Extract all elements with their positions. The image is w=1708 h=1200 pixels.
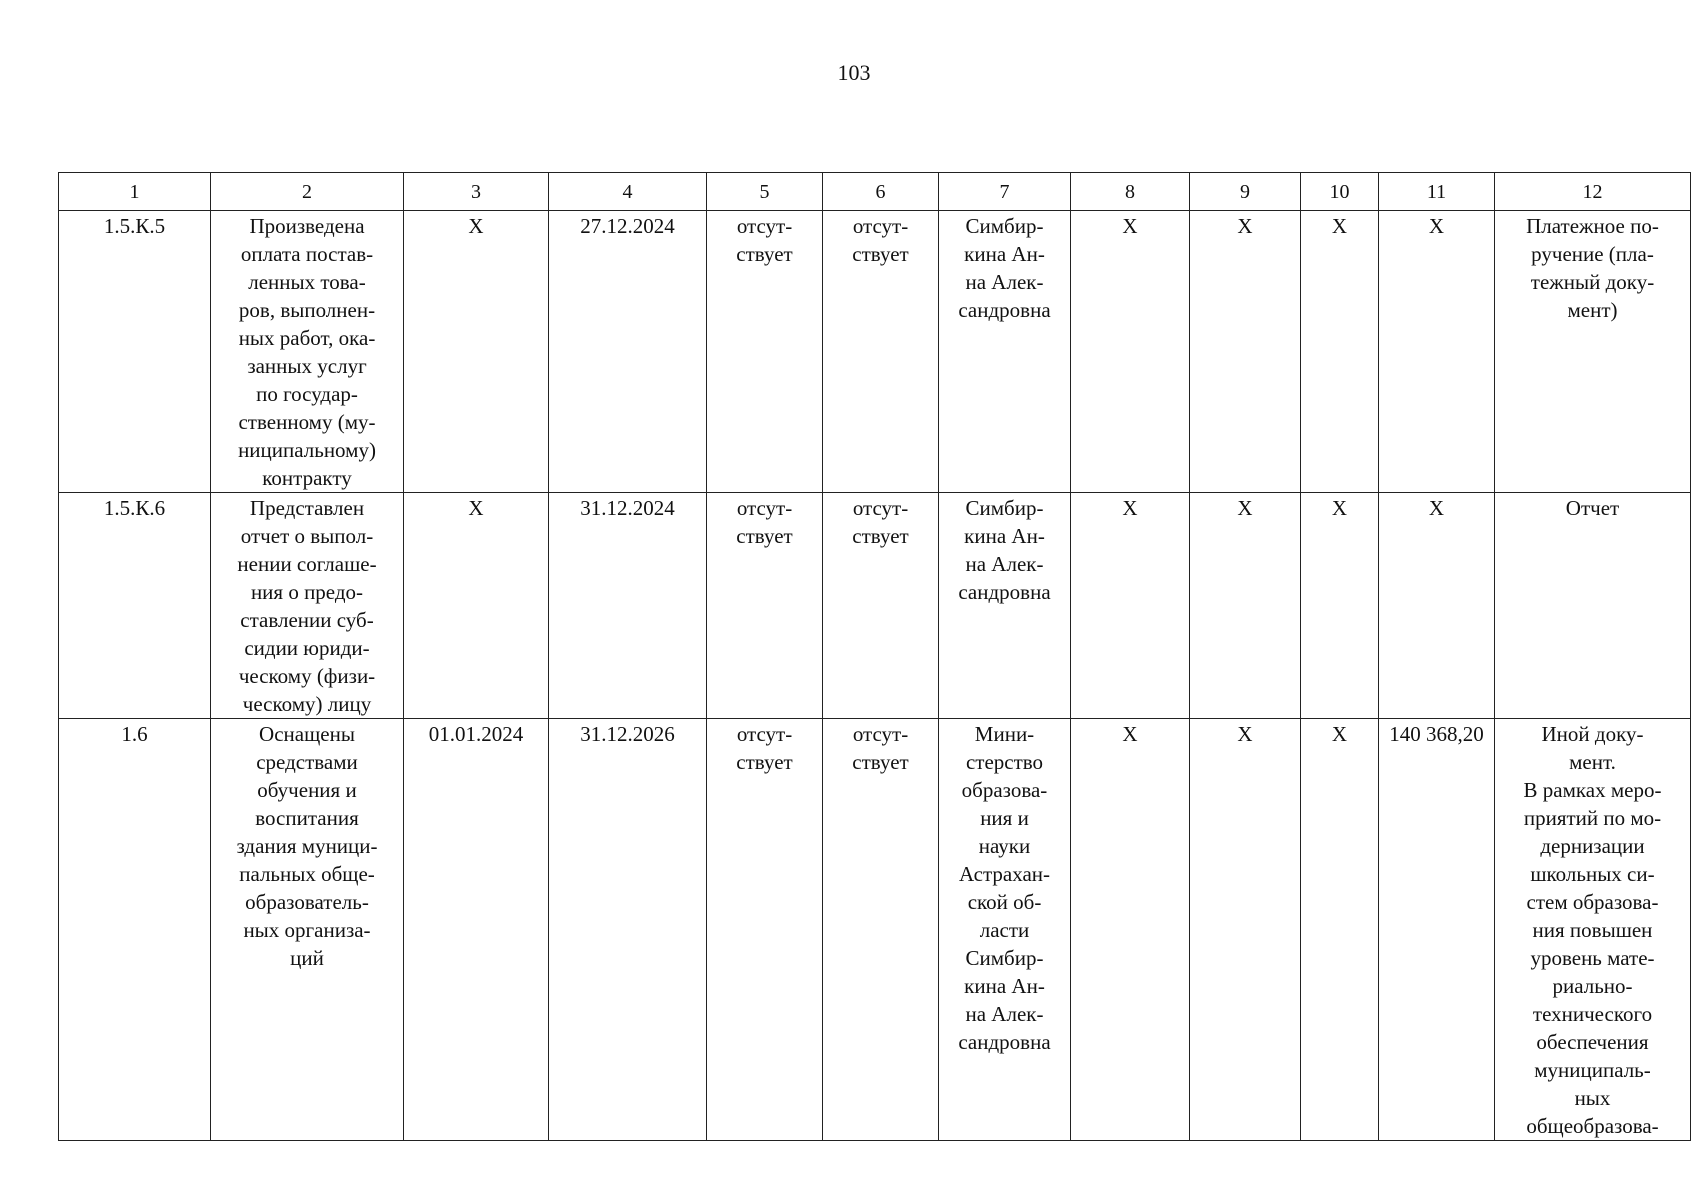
column-header: 4 <box>549 173 707 211</box>
table-cell: X <box>1379 211 1495 493</box>
column-header: 12 <box>1495 173 1691 211</box>
column-header: 7 <box>939 173 1071 211</box>
table-cell: отсут- ствует <box>707 211 823 493</box>
date-cell: 31.12.2026 <box>549 719 707 1141</box>
document-table <box>58 172 1691 1141</box>
column-header: 3 <box>404 173 549 211</box>
date-cell: 01.01.2024 <box>404 719 549 1141</box>
column-header: 8 <box>1071 173 1190 211</box>
column-header: 6 <box>823 173 939 211</box>
column-header: 9 <box>1190 173 1301 211</box>
table-cell: X <box>1301 493 1379 719</box>
date-cell: 27.12.2024 <box>549 211 707 493</box>
document-type-cell: Платежное по- ручение (пла- тежный доку- мент) <box>1495 211 1691 493</box>
table-cell: X <box>1190 211 1301 493</box>
table-cell: X <box>1071 719 1190 1141</box>
amount-cell: 140 368,20 <box>1379 719 1495 1141</box>
table-cell: X <box>1190 719 1301 1141</box>
description-cell: Оснащены средствами обучения и воспитания здания муници- пальных обще- образователь- ных организа- ций <box>211 719 404 1141</box>
table-cell: X <box>1301 719 1379 1141</box>
table-cell: X <box>1301 211 1379 493</box>
document-type-cell: Отчет <box>1495 493 1691 719</box>
description-cell: Произведена оплата постав- ленных това- ров, выполнен- ных работ, ока- занных услуг по государ- ственному (му- ниципальному) контракту <box>211 211 404 493</box>
table-cell: X <box>1190 493 1301 719</box>
column-header: 11 <box>1379 173 1495 211</box>
table-cell: X <box>404 493 549 719</box>
table-row <box>59 211 1691 493</box>
table-cell: отсут- ствует <box>823 719 939 1141</box>
table-cell: X <box>1379 493 1495 719</box>
column-header: 1 <box>59 173 211 211</box>
table-cell: X <box>1071 211 1190 493</box>
responsible-cell: Симбир- кина Ан- на Алек- сандровна <box>939 493 1071 719</box>
column-header: 2 <box>211 173 404 211</box>
table-cell: X <box>1071 493 1190 719</box>
document-type-cell: Иной доку- мент. В рамках меро- приятий по мо- дернизации школьных си- стем образова- ния повышен уровень мате- риально- технического обеспечения муниципаль- ных общеобразова- <box>1495 719 1691 1141</box>
table-cell: отсут- ствует <box>823 211 939 493</box>
description-cell: Представлен отчет о выпол- нении соглаше- ния о предо- ставлении суб- сидии юриди- ческому (физи- ческому) лицу <box>211 493 404 719</box>
responsible-cell: Симбир- кина Ан- на Алек- сандровна <box>939 211 1071 493</box>
date-cell: 31.12.2024 <box>549 493 707 719</box>
table-cell: отсут- ствует <box>707 719 823 1141</box>
table-cell: отсут- ствует <box>823 493 939 719</box>
responsible-cell: Мини- стерство образова- ния и науки Астрахан- ской об- ласти Симбир- кина Ан- на Алек- сандровна <box>939 719 1071 1141</box>
row-code-cell: 1.5.К.6 <box>59 493 211 719</box>
page-number: 103 <box>837 60 871 85</box>
column-header: 10 <box>1301 173 1379 211</box>
table-row <box>59 719 1691 1141</box>
row-code-cell: 1.5.К.5 <box>59 211 211 493</box>
row-code-cell: 1.6 <box>59 719 211 1141</box>
column-number-row <box>59 173 1691 211</box>
table-row <box>59 493 1691 719</box>
column-header: 5 <box>707 173 823 211</box>
table-cell: X <box>404 211 549 493</box>
table-cell: отсут- ствует <box>707 493 823 719</box>
